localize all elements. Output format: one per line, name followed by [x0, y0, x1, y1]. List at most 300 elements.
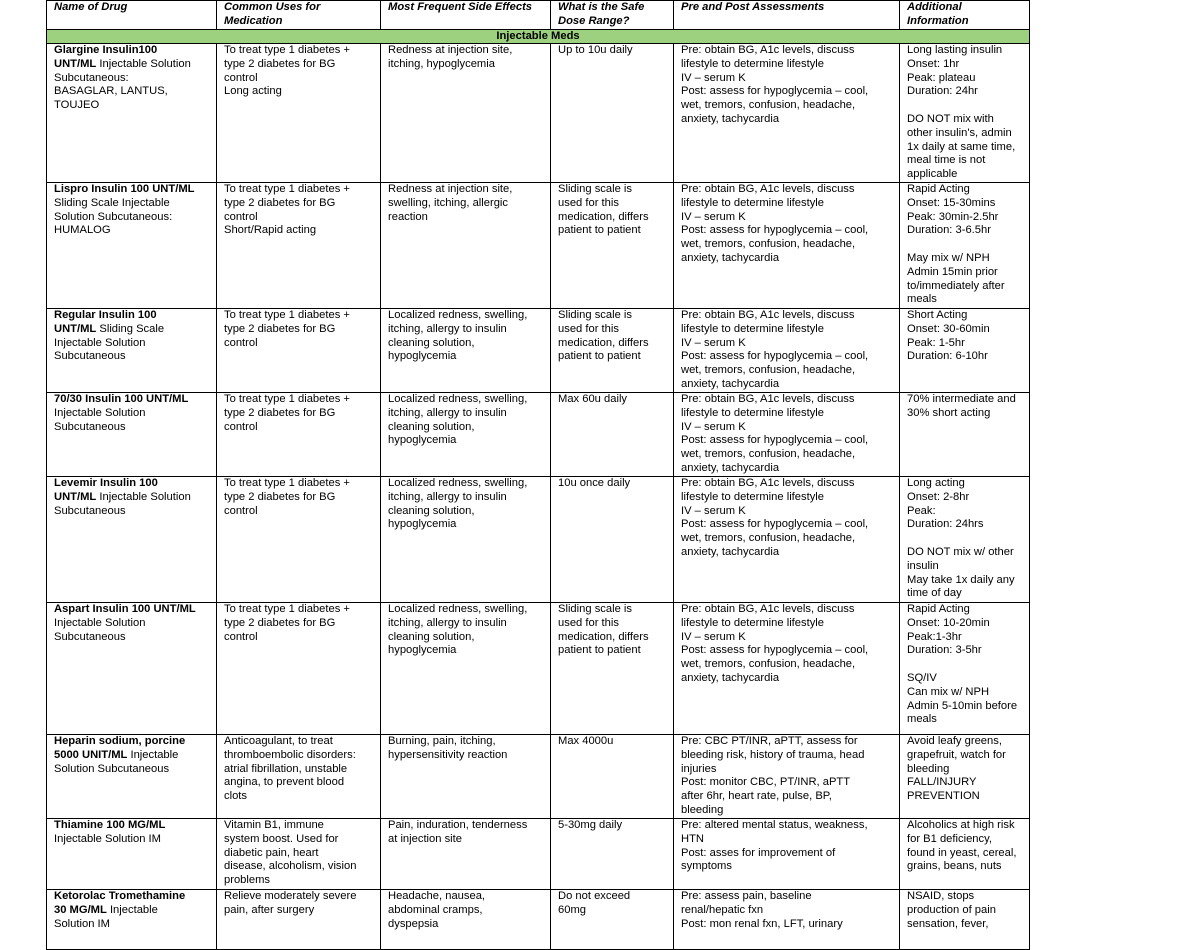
drug-name-cell — [47, 477, 217, 603]
drug-name-bold: Regular Insulin 100 — [54, 309, 157, 321]
cell-line: itching, hypoglycemia — [388, 57, 495, 70]
cell-line: production of pain — [907, 903, 996, 916]
cell-line: hypoglycemia — [388, 350, 457, 363]
drug-name-bold: 70/30 Insulin 100 UNT/ML — [54, 393, 189, 405]
side-effects-cell — [381, 393, 551, 477]
cell-line: control — [224, 630, 258, 643]
cell-line: Pre: obtain BG, A1c levels, discuss — [681, 309, 855, 321]
section-title: Injectable Meds — [47, 30, 1030, 44]
uses-cell — [217, 393, 381, 477]
cell-line: Burning, pain, itching, — [388, 735, 496, 747]
cell-line: cleaning solution, — [388, 420, 475, 433]
cell-line: Duration: 24hrs — [907, 518, 984, 531]
drug-name-text: Subcutaneous — [54, 504, 126, 517]
drug-name-line — [54, 323, 213, 337]
cell-line: 5-30mg daily — [558, 819, 623, 831]
cell-line: Up to 10u daily — [558, 44, 633, 56]
cell-line: NSAID, stops — [907, 890, 975, 902]
cell-line: wet, tremors, confusion, headache, — [681, 99, 856, 112]
uses-cell — [217, 44, 381, 183]
side-effects-cell — [381, 309, 551, 393]
drug-name-cell — [47, 309, 217, 393]
cell-line: to/immediately after — [907, 279, 1005, 292]
drug-table — [46, 0, 1030, 950]
cell-line: Localized redness, swelling, — [388, 393, 528, 405]
uses-cell — [217, 819, 381, 890]
cell-line: itching, allergy to insulin — [388, 322, 507, 335]
cell-line: lifestyle to determine lifestyle — [681, 322, 825, 335]
cell-line: control — [224, 71, 258, 84]
cell-line: wet, tremors, confusion, headache, — [681, 448, 856, 461]
dose-cell — [551, 393, 674, 477]
cell-line: Post: assess for hypoglycemia – cool, — [681, 224, 869, 237]
cell-line: Can mix w/ NPH — [907, 685, 990, 698]
cell-line: system boost. Used for — [224, 832, 339, 845]
cell-line: 30% short acting — [907, 406, 991, 419]
cell-line: after 6hr, heart rate, pulse, BP, — [681, 790, 832, 803]
drug-name-text: Injectable Solution — [96, 57, 191, 70]
drug-name-text: Sliding Scale Injectable — [54, 196, 170, 209]
blank-line — [907, 238, 1026, 252]
cell-line: Long acting — [224, 85, 282, 98]
drug-name-line — [54, 58, 213, 72]
additional-info-cell — [900, 477, 1030, 603]
drug-name-line — [54, 99, 213, 113]
drug-name-text: Injectable Solution — [54, 616, 146, 629]
cell-line: time of day — [907, 587, 962, 600]
cell-line: cleaning solution, — [388, 504, 475, 517]
cell-line: used for this — [558, 322, 619, 335]
drug-name-text: BASAGLAR, LANTUS, — [54, 85, 168, 98]
cell-line: sensation, fever, — [907, 917, 989, 930]
cell-line: for B1 deficiency, — [907, 832, 992, 845]
cell-line: cleaning solution, — [388, 630, 475, 643]
cell-line: Admin 5-10min before — [907, 699, 1018, 712]
cell-line: Sliding scale is — [558, 183, 632, 195]
cell-line: Post: assess for hypoglycemia – cool, — [681, 350, 869, 363]
drug-name-line — [54, 890, 213, 904]
cell-line: bleeding — [907, 762, 950, 775]
drug-name-text: Subcutaneous — [54, 630, 126, 643]
drug-name-line — [54, 197, 213, 211]
cell-line: Onset: 1hr — [907, 57, 960, 70]
cell-line: lifestyle to determine lifestyle — [681, 490, 825, 503]
cell-line: Duration: 6-10hr — [907, 350, 988, 363]
cell-line: bleeding risk, history of trauma, head — [681, 748, 865, 761]
cell-line: 10u once daily — [558, 477, 631, 489]
cell-line: Peak: 1-5hr — [907, 336, 965, 349]
drug-name-line — [54, 85, 213, 99]
table-row — [47, 44, 1030, 183]
cell-line: meal time is not — [907, 154, 986, 167]
cell-line: control — [224, 336, 258, 349]
header-safe-dose: What is the Safe Dose Range? — [551, 1, 674, 30]
cell-line: reaction — [388, 210, 428, 223]
cell-line: 60mg — [558, 903, 586, 916]
cell-line: Pre: assess pain, baseline — [681, 890, 812, 902]
drug-name-line — [54, 904, 213, 918]
cell-line: wet, tremors, confusion, headache, — [681, 658, 856, 671]
additional-info-cell — [900, 890, 1030, 950]
cell-line: wet, tremors, confusion, headache, — [681, 238, 856, 251]
side-effects-cell — [381, 183, 551, 309]
cell-line: atrial fibrillation, unstable — [224, 762, 348, 775]
cell-line: To treat type 1 diabetes + — [224, 183, 350, 195]
cell-line: Relieve moderately severe — [224, 890, 357, 902]
cell-line: used for this — [558, 196, 619, 209]
cell-line: SQ/IV — [907, 671, 937, 684]
assessments-cell — [674, 393, 900, 477]
cell-line: hypoglycemia — [388, 644, 457, 657]
drug-name-text: Injectable — [106, 903, 158, 916]
cell-line: Pre: obtain BG, A1c levels, discuss — [681, 477, 855, 489]
cell-line: 70% intermediate and — [907, 393, 1016, 405]
cell-line: Post: assess for hypoglycemia – cool, — [681, 85, 869, 98]
cell-line: IV – serum K — [681, 420, 746, 433]
additional-info-cell — [900, 735, 1030, 819]
drug-name-cell — [47, 819, 217, 890]
cell-line: type 2 diabetes for BG — [224, 196, 336, 209]
cell-line: Onset: 15-30mins — [907, 196, 996, 209]
drug-name-line — [54, 337, 213, 351]
drug-name-text: HUMALOG — [54, 224, 111, 237]
uses-cell — [217, 603, 381, 735]
cell-line: anxiety, tachycardia — [681, 461, 780, 474]
cell-line: Rapid Acting — [907, 183, 970, 195]
cell-line: To treat type 1 diabetes + — [224, 393, 350, 405]
cell-line: Rapid Acting — [907, 603, 970, 615]
blank-line — [907, 658, 1026, 672]
cell-line: Pre: CBC PT/INR, aPTT, assess for — [681, 735, 858, 747]
drug-name-text: Subcutaneous — [54, 350, 126, 363]
cell-line: IV – serum K — [681, 630, 746, 643]
cell-line: Localized redness, swelling, — [388, 477, 528, 489]
cell-line: medication, differs — [558, 336, 649, 349]
header-row — [47, 1, 1030, 30]
cell-line: Short/Rapid acting — [224, 224, 317, 237]
dose-cell — [551, 44, 674, 183]
cell-line: hypersensitivity reaction — [388, 748, 508, 761]
assessments-cell — [674, 890, 900, 950]
cell-line: Peak: plateau — [907, 71, 976, 84]
additional-info-cell — [900, 183, 1030, 309]
drug-name-bold: UNT/ML — [54, 322, 97, 335]
cell-line: Alcoholics at high risk — [907, 819, 1015, 831]
cell-line: Post: assess for hypoglycemia – cool, — [681, 644, 869, 657]
drug-name-line — [54, 393, 213, 407]
side-effects-cell — [381, 603, 551, 735]
drug-name-line — [54, 819, 213, 833]
cell-line: Do not exceed — [558, 890, 631, 902]
drug-name-text: Injectable Solution — [54, 336, 146, 349]
cell-line: Sliding scale is — [558, 309, 632, 321]
drug-name-bold: Ketorolac Tromethamine — [54, 890, 186, 902]
drug-name-line — [54, 735, 213, 749]
drug-name-text: Solution Subcutaneous — [54, 762, 170, 775]
side-effects-cell — [381, 819, 551, 890]
cell-line: applicable — [907, 168, 958, 181]
cell-line: Long acting — [907, 477, 965, 489]
drug-name-bold: 30 MG/ML — [54, 903, 107, 916]
drug-name-bold: 5000 UNIT/ML — [54, 748, 128, 761]
drug-name-line — [54, 603, 213, 617]
cell-line: Post: monitor CBC, PT/INR, aPTT — [681, 776, 851, 789]
cell-line: To treat type 1 diabetes + — [224, 309, 350, 321]
dose-cell — [551, 477, 674, 603]
cell-line: anxiety, tachycardia — [681, 545, 780, 558]
cell-line: found in yeast, cereal, — [907, 846, 1017, 859]
drug-name-line — [54, 763, 213, 777]
drug-name-bold: Levemir Insulin 100 — [54, 477, 158, 489]
dose-cell — [551, 183, 674, 309]
cell-line: lifestyle to determine lifestyle — [681, 196, 825, 209]
additional-info-cell — [900, 309, 1030, 393]
cell-line: type 2 diabetes for BG — [224, 406, 336, 419]
cell-line: Redness at injection site, — [388, 183, 513, 195]
table-row — [47, 393, 1030, 477]
dose-cell — [551, 309, 674, 393]
cell-line: IV – serum K — [681, 336, 746, 349]
drug-name-bold: Aspart Insulin 100 UNT/ML — [54, 603, 196, 615]
blank-line — [907, 532, 1026, 546]
header-side-effects: Most Frequent Side Effects — [381, 1, 551, 30]
cell-line: patient to patient — [558, 350, 641, 363]
cell-line: May take 1x daily any — [907, 573, 1015, 586]
cell-line: lifestyle to determine lifestyle — [681, 57, 825, 70]
cell-line: Pain, induration, tenderness — [388, 819, 528, 831]
cell-line: Post: mon renal fxn, LFT, urinary — [681, 917, 843, 930]
cell-line: wet, tremors, confusion, headache, — [681, 364, 856, 377]
drug-name-line — [54, 749, 213, 763]
assessments-cell — [674, 603, 900, 735]
drug-name-bold: UNT/ML — [54, 57, 97, 70]
drug-name-line — [54, 631, 213, 645]
drug-name-text: Injectable Solution — [96, 490, 191, 503]
drug-name-text: TOUJEO — [54, 99, 100, 112]
additional-info-cell — [900, 819, 1030, 890]
cell-line: medication, differs — [558, 630, 649, 643]
cell-line: control — [224, 504, 258, 517]
section-row — [47, 30, 1030, 44]
uses-cell — [217, 735, 381, 819]
cell-line: meals — [907, 293, 937, 306]
cell-line: itching, allergy to insulin — [388, 406, 507, 419]
cell-line: itching, allergy to insulin — [388, 490, 507, 503]
drug-name-cell — [47, 735, 217, 819]
cell-line: Peak: — [907, 504, 936, 517]
cell-line: Duration: 3-5hr — [907, 644, 982, 657]
cell-line: patient to patient — [558, 224, 641, 237]
cell-line: medication, differs — [558, 210, 649, 223]
cell-line: wet, tremors, confusion, headache, — [681, 532, 856, 545]
cell-line: Onset: 30-60min — [907, 322, 990, 335]
drug-name-text: Sliding Scale — [96, 322, 165, 335]
cell-line: Short Acting — [907, 309, 968, 321]
cell-line: diabetic pain, heart — [224, 846, 319, 859]
drug-name-bold: Heparin sodium, porcine — [54, 735, 186, 747]
dose-cell — [551, 735, 674, 819]
cell-line: angina, to prevent blood — [224, 776, 345, 789]
drug-name-line — [54, 505, 213, 519]
cell-line: IV – serum K — [681, 71, 746, 84]
drug-name-text: Solution IM — [54, 917, 110, 930]
cell-line: anxiety, tachycardia — [681, 377, 780, 390]
assessments-cell — [674, 735, 900, 819]
cell-line: Pre: obtain BG, A1c levels, discuss — [681, 44, 855, 56]
uses-cell — [217, 477, 381, 603]
assessments-cell — [674, 309, 900, 393]
drug-name-line — [54, 309, 213, 323]
uses-cell — [217, 890, 381, 950]
drug-name-line — [54, 44, 213, 58]
cell-line: Onset: 10-20min — [907, 616, 990, 629]
cell-line: itching, allergy to insulin — [388, 616, 507, 629]
cell-line: Vitamin B1, immune — [224, 819, 324, 831]
cell-line: Peak:1-3hr — [907, 630, 962, 643]
cell-line: grapefruit, watch for — [907, 748, 1006, 761]
cell-line: anxiety, tachycardia — [681, 112, 780, 125]
cell-line: anxiety, tachycardia — [681, 671, 780, 684]
cell-line: dyspepsia — [388, 917, 439, 930]
cell-line: Pre: obtain BG, A1c levels, discuss — [681, 603, 855, 615]
cell-line: Onset: 2-8hr — [907, 490, 970, 503]
cell-line: Max 4000u — [558, 735, 614, 747]
drug-name-line — [54, 491, 213, 505]
cell-line: Headache, nausea, — [388, 890, 486, 902]
table-row — [47, 603, 1030, 735]
cell-line: FALL/INJURY — [907, 776, 977, 789]
cell-line: To treat type 1 diabetes + — [224, 477, 350, 489]
cell-line: To treat type 1 diabetes + — [224, 603, 350, 615]
drug-name-cell — [47, 890, 217, 950]
cell-line: Pre: altered mental status, weakness, — [681, 819, 868, 831]
cell-line: thromboembolic disorders: — [224, 748, 356, 761]
drug-name-line — [54, 183, 213, 197]
cell-line: lifestyle to determine lifestyle — [681, 616, 825, 629]
drug-name-text: Solution Subcutaneous: — [54, 210, 173, 223]
cell-line: IV – serum K — [681, 210, 746, 223]
side-effects-cell — [381, 44, 551, 183]
drug-name-bold: Glargine Insulin100 — [54, 44, 158, 56]
cell-line: injuries — [681, 762, 717, 775]
cell-line: insulin — [907, 559, 939, 572]
header-common-uses: Common Uses for Medication — [217, 1, 381, 30]
cell-line: Anticoagulant, to treat — [224, 735, 333, 747]
cell-line: swelling, itching, allergic — [388, 196, 509, 209]
cell-line: Long lasting insulin — [907, 44, 1003, 56]
cell-line: pain, after surgery — [224, 903, 315, 916]
cell-line: anxiety, tachycardia — [681, 251, 780, 264]
cell-line: DO NOT mix with — [907, 112, 994, 125]
cell-line: type 2 diabetes for BG — [224, 616, 336, 629]
cell-line: hypoglycemia — [388, 434, 457, 447]
drug-name-line — [54, 421, 213, 435]
side-effects-cell — [381, 735, 551, 819]
cell-line: meals — [907, 713, 937, 726]
cell-line: May mix w/ NPH — [907, 251, 990, 264]
drug-name-bold: Thiamine 100 MG/ML — [54, 819, 166, 831]
cell-line: clots — [224, 790, 248, 803]
drug-name-text: Subcutaneous — [54, 420, 126, 433]
cell-line: lifestyle to determine lifestyle — [681, 406, 825, 419]
additional-info-cell — [900, 603, 1030, 735]
header-assessments: Pre and Post Assessments — [674, 1, 900, 30]
additional-info-cell — [900, 44, 1030, 183]
cell-line: cleaning solution, — [388, 336, 475, 349]
additional-info-cell — [900, 393, 1030, 477]
drug-name-line — [54, 833, 213, 847]
drug-name-cell — [47, 603, 217, 735]
cell-line: patient to patient — [558, 644, 641, 657]
cell-line: bleeding — [681, 803, 724, 816]
dose-cell — [551, 819, 674, 890]
cell-line: IV – serum K — [681, 504, 746, 517]
cell-line: Admin 15min prior — [907, 265, 998, 278]
cell-line: Redness at injection site, — [388, 44, 513, 56]
cell-line: grains, beans, nuts — [907, 860, 1002, 873]
cell-line: control — [224, 420, 258, 433]
assessments-cell — [674, 819, 900, 890]
drug-name-line — [54, 617, 213, 631]
cell-line: Sliding scale is — [558, 603, 632, 615]
cell-line: To treat type 1 diabetes + — [224, 44, 350, 56]
uses-cell — [217, 183, 381, 309]
drug-name-bold: UNT/ML — [54, 490, 97, 503]
drug-name-line — [54, 211, 213, 225]
cell-line: 1x daily at same time, — [907, 140, 1016, 153]
cell-line: Duration: 3-6.5hr — [907, 224, 991, 237]
drug-name-text: Injectable Solution IM — [54, 832, 161, 845]
table-row — [47, 477, 1030, 603]
assessments-cell — [674, 183, 900, 309]
side-effects-cell — [381, 890, 551, 950]
drug-name-text: Injectable Solution — [54, 406, 146, 419]
side-effects-cell — [381, 477, 551, 603]
drug-name-cell — [47, 183, 217, 309]
cell-line: PREVENTION — [907, 790, 980, 803]
drug-name-line — [54, 224, 213, 238]
cell-line: Pre: obtain BG, A1c levels, discuss — [681, 183, 855, 195]
cell-line: abdominal cramps, — [388, 903, 483, 916]
drug-name-line — [54, 407, 213, 421]
table-row — [47, 309, 1030, 393]
assessments-cell — [674, 44, 900, 183]
cell-line: at injection site — [388, 832, 463, 845]
cell-line: type 2 diabetes for BG — [224, 490, 336, 503]
cell-line: Duration: 24hr — [907, 85, 978, 98]
cell-line: Post: assess for hypoglycemia – cool, — [681, 434, 869, 447]
uses-cell — [217, 309, 381, 393]
cell-line: DO NOT mix w/ other — [907, 545, 1014, 558]
drug-name-line — [54, 350, 213, 364]
cell-line: symptoms — [681, 860, 732, 873]
cell-line: Pre: obtain BG, A1c levels, discuss — [681, 393, 855, 405]
cell-line: used for this — [558, 616, 619, 629]
cell-line: Post: assess for hypoglycemia – cool, — [681, 518, 869, 531]
cell-line: HTN — [681, 832, 704, 845]
drug-name-text: Injectable — [127, 748, 179, 761]
cell-line: control — [224, 210, 258, 223]
blank-line — [907, 99, 1026, 113]
table-row — [47, 819, 1030, 890]
cell-line: disease, alcoholism, vision — [224, 860, 357, 873]
drug-name-text: Subcutaneous: — [54, 71, 129, 84]
drug-name-cell — [47, 44, 217, 183]
cell-line: Post: asses for improvement of — [681, 846, 836, 859]
table-row — [47, 183, 1030, 309]
cell-line: Localized redness, swelling, — [388, 309, 528, 321]
cell-line: problems — [224, 874, 271, 887]
